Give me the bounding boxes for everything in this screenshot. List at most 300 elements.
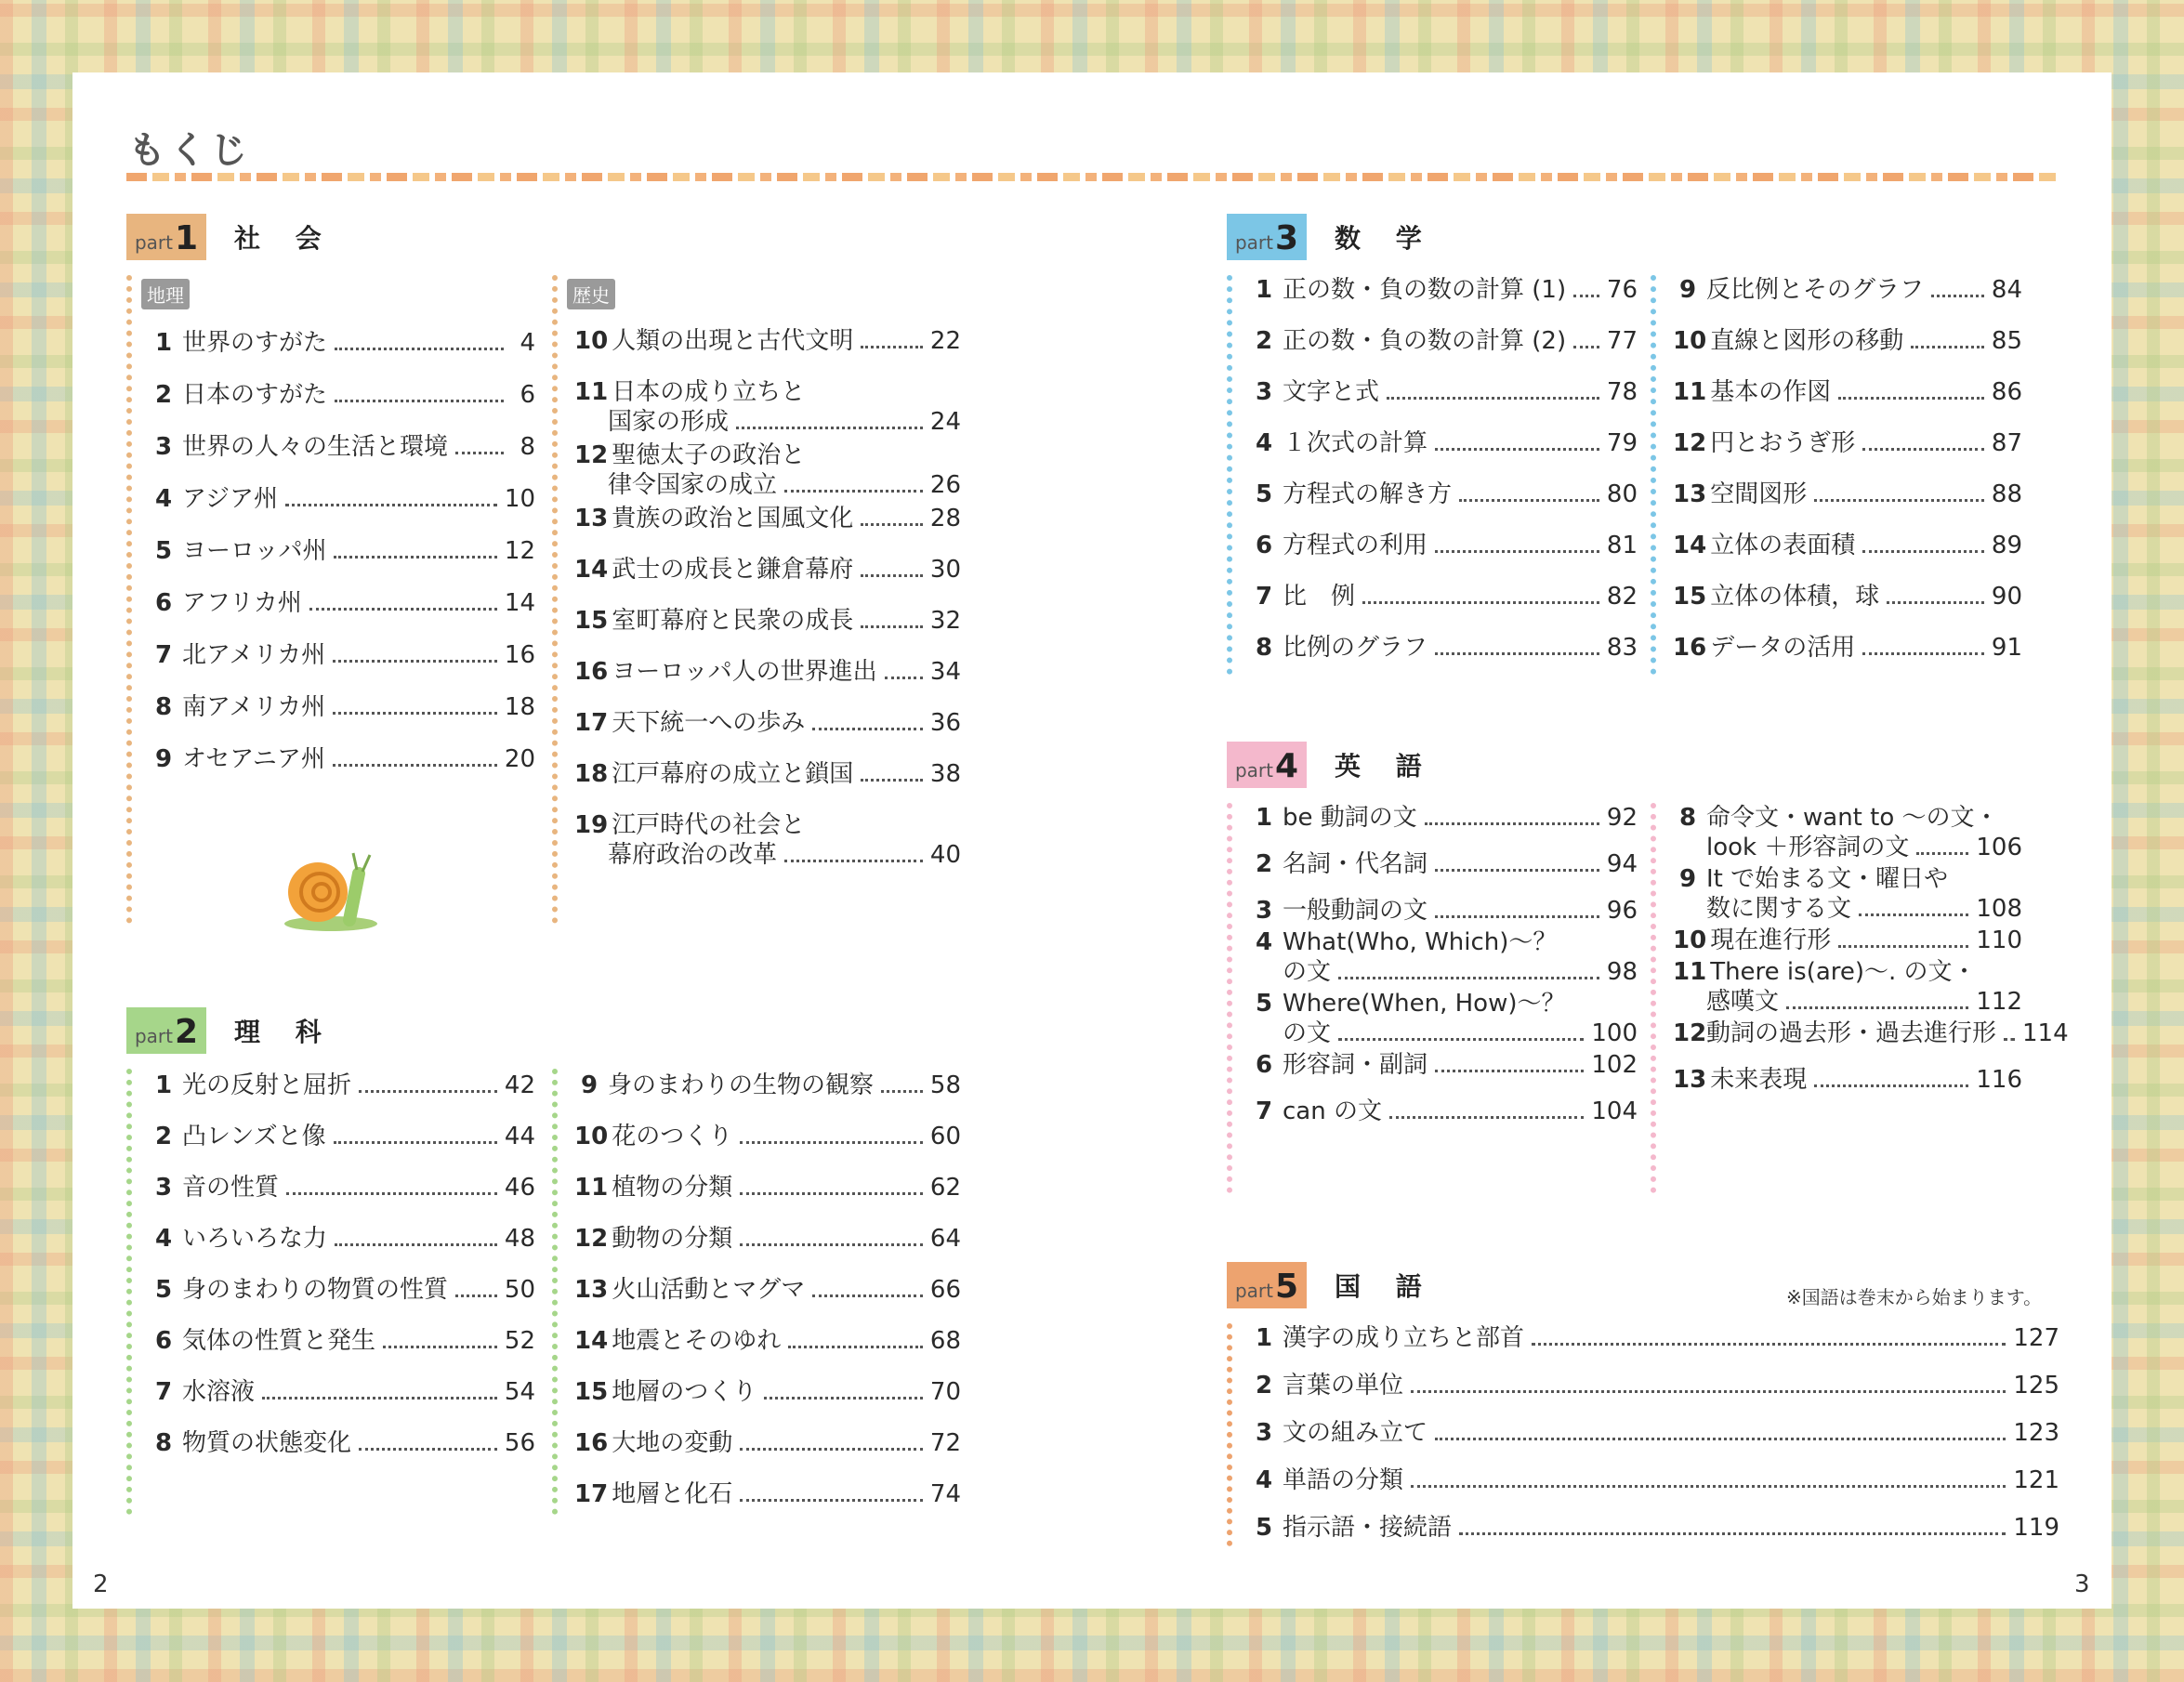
entry-title: 植物の分類	[612, 1174, 733, 1202]
entry-title-line2: の文	[1283, 1019, 1332, 1047]
title-rule	[126, 173, 2059, 181]
entry-title: １次式の計算	[1283, 429, 1428, 457]
entry-number: 8	[154, 693, 173, 721]
toc-entry[interactable]	[149, 692, 535, 722]
entry-title: 気体の性質と発生	[182, 1327, 376, 1355]
entry-title: 江戸幕府の成立と鎖国	[612, 760, 854, 788]
entry-page: 68	[929, 1327, 961, 1355]
entry-title: 直線と図形の移動	[1710, 327, 1904, 355]
part-number: 2	[174, 1013, 199, 1051]
dot-leader	[333, 660, 497, 663]
entry-number: 10	[1673, 926, 1707, 954]
entry-number: 12	[1673, 429, 1707, 457]
dot-leader	[1862, 652, 1984, 655]
entry-title: ヨーロッパ州	[182, 537, 327, 565]
entry-title: 立体の表面積	[1710, 532, 1856, 559]
toc-entry[interactable]	[574, 1377, 961, 1407]
entry-title: 凸レンズと像	[182, 1123, 326, 1150]
entry-title: 世界の人々の生活と環境	[182, 433, 449, 461]
entry-page: 72	[929, 1429, 961, 1457]
dot-leader	[736, 427, 923, 429]
entry-title: 水溶液	[182, 1378, 256, 1406]
dot-leader	[1435, 869, 1599, 872]
toc-entry[interactable]	[574, 1224, 961, 1254]
toc-entry[interactable]	[1673, 582, 2022, 611]
entry-number: 17	[574, 1480, 609, 1508]
dot-leader	[1862, 448, 1984, 451]
entry-page: 108	[1976, 895, 2022, 923]
entry-title-line2: look ＋形容詞の文	[1706, 834, 1910, 861]
entry-title: 江戸時代の社会と	[612, 811, 806, 839]
dot-leader	[861, 523, 923, 526]
entry-title: 地層のつくり	[612, 1378, 757, 1406]
entry-page: 34	[929, 658, 961, 686]
toc-entry[interactable]	[574, 1326, 961, 1356]
dot-leader	[740, 1448, 923, 1451]
entry-page: 80	[1606, 480, 1638, 508]
entry-page: 36	[929, 709, 961, 737]
toc-entry[interactable]	[574, 657, 961, 687]
toc-entry[interactable]	[149, 484, 535, 514]
entry-number: 16	[574, 1429, 609, 1457]
toc-entry[interactable]	[149, 640, 535, 670]
toc-entry[interactable]	[149, 588, 535, 618]
toc-entry[interactable]	[1673, 1018, 2069, 1048]
entry-title: 室町幕府と民衆の成長	[612, 607, 854, 635]
entry-title: 正の数・負の数の計算 (2)	[1283, 327, 1567, 355]
toc-entry[interactable]	[1249, 480, 1638, 509]
entry-number: 9	[1678, 865, 1697, 893]
entry-number: 7	[1255, 583, 1273, 611]
entry-page: 62	[929, 1174, 961, 1202]
entry-number: 1	[1255, 1324, 1273, 1352]
entry-title: 空間図形	[1710, 480, 1808, 508]
toc-entry[interactable]	[1673, 1065, 2022, 1095]
entry-number: 5	[154, 537, 173, 565]
entry-number: 10	[574, 327, 609, 355]
entry-number: 12	[574, 1225, 609, 1253]
part-label: part	[1234, 231, 1273, 254]
entry-number: 12	[574, 441, 609, 469]
entry-title-line2: 国家の形成	[608, 408, 730, 436]
entry-title: What(Who, Which)～？	[1283, 928, 1558, 956]
part2-list-a	[126, 1069, 535, 1515]
entry-number: 5	[1255, 1514, 1273, 1542]
toc-entry[interactable]	[1249, 633, 1638, 663]
entry-number: 7	[154, 1378, 173, 1406]
entry-number: 13	[574, 505, 609, 532]
toc-entry[interactable]	[1673, 531, 2022, 560]
dot-leader	[1338, 1038, 1584, 1041]
entry-title: 単語の分類	[1283, 1466, 1404, 1494]
dot-leader	[335, 400, 504, 402]
dot-leader	[861, 625, 923, 628]
entry-number: 14	[574, 556, 609, 584]
toc-entry[interactable]	[574, 606, 961, 636]
toc-entry[interactable]	[149, 536, 535, 566]
entry-page: 70	[929, 1378, 961, 1406]
entry-page: 116	[1976, 1066, 2022, 1094]
toc-entry[interactable]	[1249, 896, 1638, 926]
entry-page: 119	[2013, 1514, 2059, 1542]
toc-entry[interactable]	[1249, 1050, 1638, 1080]
entry-title: 現在進行形	[1710, 926, 1832, 954]
toc-entry[interactable]	[149, 744, 535, 774]
entry-title: It で始まる文・曜日や	[1706, 865, 1949, 893]
toc-entry[interactable]	[574, 377, 961, 437]
page-number-left: 2	[93, 1570, 109, 1598]
entry-number: 10	[1673, 327, 1707, 355]
toc-entry[interactable]	[574, 1479, 961, 1509]
toc-entry[interactable]	[149, 1224, 535, 1254]
dot-leader	[1435, 652, 1599, 655]
entry-title: 方程式の利用	[1283, 532, 1428, 559]
part5-badge	[1227, 1262, 1307, 1308]
entry-page: 6	[520, 381, 535, 409]
entry-title: 音の性質	[182, 1174, 280, 1202]
part3-list-b	[1651, 275, 2022, 675]
dot-leader	[1573, 346, 1599, 348]
dot-leader	[1435, 1438, 2006, 1440]
entry-page: 32	[929, 607, 961, 635]
entry-page: 60	[929, 1123, 961, 1150]
entry-page: 18	[504, 693, 535, 721]
dot-leader	[359, 1090, 497, 1093]
toc-entry[interactable]	[1249, 275, 1638, 305]
dot-leader	[1435, 550, 1599, 553]
entry-title-line2: の文	[1283, 958, 1332, 986]
dot-leader	[383, 1346, 497, 1348]
entry-number: 16	[1673, 634, 1707, 662]
toc-entry[interactable]	[574, 326, 961, 356]
part3-header	[1227, 214, 1435, 260]
entry-page: 56	[504, 1429, 535, 1457]
entry-title: There is(are)～. の文・	[1710, 958, 1977, 986]
entry-page: 42	[504, 1071, 535, 1099]
toc-entry[interactable]	[1249, 849, 1638, 879]
toc-entry[interactable]	[574, 1122, 961, 1151]
entry-page: 20	[504, 745, 535, 773]
entry-page: 22	[929, 327, 961, 355]
toc-entry[interactable]	[574, 555, 961, 585]
entry-page: 79	[1606, 429, 1638, 457]
entry-page: 87	[1991, 429, 2022, 457]
toc-entry[interactable]	[1249, 1097, 1638, 1126]
entry-page: 106	[1976, 834, 2022, 861]
entry-number: 12	[1673, 1019, 1707, 1047]
toc-entry[interactable]	[149, 1122, 535, 1151]
entry-page: 74	[929, 1480, 961, 1508]
entry-page: 91	[1991, 634, 2022, 662]
entry-title: 南アメリカ州	[182, 693, 326, 721]
dot-leader	[334, 556, 496, 558]
entry-number: 14	[574, 1327, 609, 1355]
toc-entry[interactable]	[1249, 803, 1638, 833]
dot-leader	[788, 1346, 923, 1348]
toc-entry[interactable]	[149, 1173, 535, 1202]
entry-number: 4	[1255, 928, 1273, 956]
entry-number: 15	[1673, 583, 1707, 611]
entry-title: 名詞・代名詞	[1283, 850, 1428, 878]
toc-entry[interactable]	[1249, 989, 1638, 1048]
dot-leader	[1887, 601, 1984, 604]
toc-entry[interactable]	[1673, 864, 2022, 924]
entry-page: 14	[504, 589, 535, 617]
toc-entry[interactable]	[1673, 377, 2022, 407]
dot-leader	[1862, 550, 1984, 553]
dot-leader	[455, 1294, 497, 1297]
entry-number: 18	[574, 760, 609, 788]
dot-leader	[1838, 945, 1968, 948]
entry-title-line2: 数に関する文	[1706, 895, 1852, 923]
dot-leader	[1814, 499, 1984, 502]
part-number: 1	[174, 219, 199, 257]
part-number: 3	[1274, 219, 1299, 257]
dot-leader	[455, 452, 504, 454]
entry-page: 77	[1606, 327, 1638, 355]
part5-header	[1227, 1262, 1435, 1308]
entry-number: 4	[154, 485, 173, 513]
dot-leader	[335, 348, 504, 350]
entry-page: 90	[1991, 583, 2022, 611]
dot-leader	[1387, 397, 1599, 400]
entry-title: 正の数・負の数の計算 (1)	[1283, 276, 1567, 304]
toc-entry[interactable]	[1673, 633, 2022, 663]
entry-title: 円とおうぎ形	[1710, 429, 1856, 457]
entry-number: 2	[1255, 327, 1273, 355]
dot-leader	[1425, 822, 1599, 825]
entry-title: 北アメリカ州	[182, 641, 326, 669]
toc-entry[interactable]	[574, 1071, 961, 1100]
entry-number: 2	[154, 381, 173, 409]
dot-leader	[1435, 448, 1599, 451]
entry-page: 76	[1606, 276, 1638, 304]
part3-list-a	[1227, 275, 1638, 675]
entry-title: 基本の作図	[1710, 378, 1832, 406]
entry-title: 花のつくり	[612, 1123, 733, 1150]
toc-entry[interactable]	[1249, 1371, 2059, 1400]
entry-page: 89	[1991, 532, 2022, 559]
entry-number: 4	[154, 1225, 173, 1253]
entry-number: 1	[154, 1071, 173, 1099]
part-label: part	[1234, 759, 1273, 782]
entry-number: 2	[1255, 850, 1273, 878]
toc-entry[interactable]	[149, 328, 535, 358]
part-number: 5	[1274, 1268, 1299, 1306]
part-label: part	[134, 231, 173, 254]
entry-number: 11	[1673, 378, 1707, 406]
entry-number: 13	[1673, 480, 1707, 508]
dot-leader	[784, 490, 923, 493]
dot-leader	[1459, 499, 1599, 502]
dot-leader	[861, 574, 923, 577]
toc-entry[interactable]	[574, 504, 961, 533]
page-title: もくじ	[128, 129, 251, 172]
part2-header	[126, 1007, 335, 1054]
toc-entry[interactable]	[574, 810, 961, 870]
entry-title: 立体の体積，球	[1710, 583, 1880, 611]
entry-page: 96	[1606, 897, 1638, 925]
entry-number: 4	[1255, 1466, 1273, 1494]
toc-entry[interactable]	[149, 380, 535, 410]
toc-entry[interactable]	[149, 1428, 535, 1458]
entry-page: 84	[1991, 276, 2022, 304]
part5-list	[1227, 1323, 2059, 1546]
toc-entry[interactable]	[1249, 428, 1638, 458]
entry-title: 武士の成長と鎌倉幕府	[612, 556, 854, 584]
toc-entry[interactable]	[149, 432, 535, 462]
entry-page: 78	[1606, 378, 1638, 406]
part-label: part	[134, 1025, 173, 1047]
dot-leader	[1338, 977, 1599, 979]
entry-page: 38	[929, 760, 961, 788]
toc-entry[interactable]	[1673, 326, 2022, 356]
part3-badge	[1227, 214, 1307, 260]
entry-page: 112	[1976, 988, 2022, 1016]
toc-entry[interactable]	[1673, 275, 2022, 305]
toc-entry[interactable]	[574, 759, 961, 789]
entry-number: 5	[1255, 990, 1273, 1018]
entry-page: 123	[2013, 1419, 2059, 1447]
dot-leader	[740, 1499, 923, 1502]
dot-leader	[2004, 1038, 2015, 1041]
dot-leader	[1435, 1070, 1584, 1072]
entry-number: 8	[1678, 804, 1697, 832]
entry-number: 11	[1673, 958, 1707, 986]
entry-title: 物質の状態変化	[182, 1429, 352, 1457]
dot-leader	[885, 677, 923, 679]
toc-entry[interactable]	[1673, 803, 2022, 862]
toc-entry[interactable]	[574, 440, 961, 500]
dot-leader	[1838, 397, 1984, 400]
entry-title: can の文	[1283, 1097, 1382, 1125]
entry-page: 26	[929, 471, 961, 499]
dot-leader	[881, 1090, 923, 1093]
entry-number: 3	[154, 1174, 173, 1202]
entry-title: ヨーロッパ人の世界進出	[612, 658, 877, 686]
dot-leader	[1916, 852, 1968, 855]
toc-entry[interactable]	[149, 1377, 535, 1407]
entry-title: Where(When, How)～？	[1283, 990, 1566, 1018]
entry-page: 92	[1606, 804, 1638, 832]
entry-page: 10	[504, 485, 535, 513]
toc-entry[interactable]	[1673, 957, 2022, 1017]
toc-entry[interactable]	[1249, 1465, 2059, 1495]
entry-page: 54	[504, 1378, 535, 1406]
toc-entry[interactable]	[574, 708, 961, 738]
entry-number: 5	[1255, 480, 1273, 508]
toc-entry[interactable]	[574, 1428, 961, 1458]
toc-entry[interactable]	[574, 1275, 961, 1305]
entry-title: be 動詞の文	[1283, 804, 1417, 832]
entry-page: 86	[1991, 378, 2022, 406]
entry-title: いろいろな力	[182, 1225, 328, 1253]
entry-page: 114	[2022, 1019, 2069, 1047]
entry-title: 地震とそのゆれ	[612, 1327, 782, 1355]
entry-number: 14	[1673, 532, 1707, 559]
entry-title: 人類の出現と古代文明	[612, 327, 854, 355]
entry-title: 身のまわりの生物の観察	[608, 1071, 875, 1099]
toc-entry[interactable]	[1673, 480, 2022, 509]
toc-entry[interactable]	[149, 1326, 535, 1356]
toc-entry[interactable]	[1249, 326, 1638, 356]
entry-title: 聖徳太子の政治と	[612, 441, 806, 469]
dot-leader	[335, 1243, 497, 1246]
entry-title: 天下統一への歩み	[612, 709, 806, 737]
entry-number: 6	[154, 589, 173, 617]
dot-leader	[333, 712, 497, 715]
part1-geography-list	[126, 275, 535, 924]
entry-title: 日本の成り立ちと	[612, 378, 806, 406]
entry-number: 3	[1255, 1419, 1273, 1447]
dot-leader	[1532, 1343, 2006, 1346]
entry-number: 16	[574, 658, 609, 686]
entry-number: 6	[1255, 1051, 1273, 1079]
entry-page: 16	[504, 641, 535, 669]
entry-title: 比例のグラフ	[1283, 634, 1428, 662]
entry-number: 3	[1255, 897, 1273, 925]
part5-note: ※国語は巻末から始まります。	[1786, 1286, 2043, 1308]
entry-number: 15	[574, 1378, 609, 1406]
toc-entry[interactable]	[1673, 428, 2022, 458]
dot-leader	[285, 504, 497, 506]
entry-page: 50	[504, 1276, 535, 1304]
entry-page: 81	[1606, 532, 1638, 559]
dot-leader	[1411, 1485, 2006, 1488]
toc-entry[interactable]	[1249, 927, 1638, 987]
entry-page: 12	[504, 537, 535, 565]
toc-entry[interactable]	[1249, 1418, 2059, 1448]
entry-page: 64	[929, 1225, 961, 1253]
dot-leader	[812, 1294, 923, 1297]
entry-number: 15	[574, 607, 609, 635]
entry-page: 110	[1976, 926, 2022, 954]
toc-entry[interactable]	[1249, 1513, 2059, 1543]
part1-subject: 社 会	[234, 223, 335, 254]
entry-number: 8	[1255, 634, 1273, 662]
toc-entry[interactable]	[1249, 377, 1638, 407]
toc-entry[interactable]	[574, 1173, 961, 1202]
entry-title: 文の組み立て	[1283, 1419, 1428, 1447]
entry-title-line2: 律令国家の成立	[608, 471, 778, 499]
part2-list-b	[552, 1069, 961, 1515]
toc-entry[interactable]	[1249, 1323, 2059, 1353]
dot-leader	[1814, 1084, 1968, 1087]
entry-number: 7	[154, 641, 173, 669]
entry-title: アジア州	[182, 485, 278, 513]
entry-page: 48	[504, 1225, 535, 1253]
entry-number: 10	[574, 1123, 609, 1150]
entry-number: 3	[1255, 378, 1273, 406]
dot-leader	[1389, 1116, 1584, 1119]
dot-leader	[1786, 1006, 1968, 1009]
part4-list-b	[1651, 803, 2069, 1193]
entry-number: 8	[154, 1429, 173, 1457]
entry-title: 言葉の単位	[1283, 1372, 1404, 1399]
entry-title: 光の反射と屈折	[182, 1071, 352, 1099]
entry-page: 58	[929, 1071, 961, 1099]
entry-title: 動詞の過去形・過去進行形	[1706, 1019, 1997, 1047]
toc-entry[interactable]	[1249, 531, 1638, 560]
dot-leader	[334, 1141, 497, 1144]
dot-leader	[740, 1192, 923, 1195]
toc-entry[interactable]	[149, 1071, 535, 1100]
toc-entry[interactable]	[1673, 926, 2022, 955]
toc-entry[interactable]	[149, 1275, 535, 1305]
entry-page: 66	[929, 1276, 961, 1304]
entry-page: 28	[929, 505, 961, 532]
toc-entry[interactable]	[1249, 582, 1638, 611]
